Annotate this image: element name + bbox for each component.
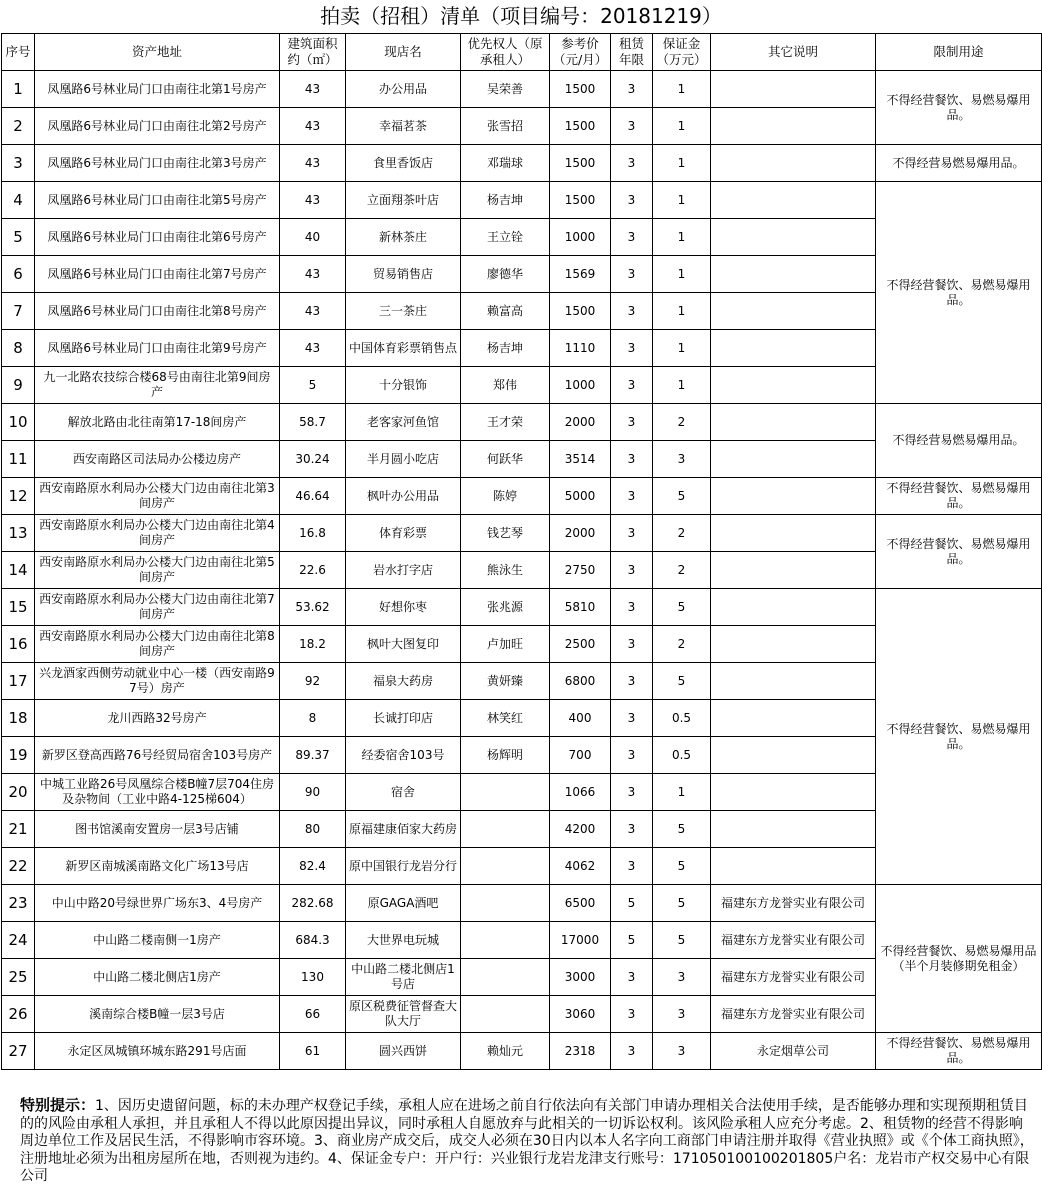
cell-price: 2318 (550, 1033, 611, 1070)
cell-years: 3 (611, 811, 653, 848)
header-priority: 优先权人（原承租人） (461, 34, 550, 71)
cell-area: 61 (280, 1033, 346, 1070)
cell-years: 3 (611, 700, 653, 737)
cell-area: 43 (280, 145, 346, 182)
cell-note (711, 219, 876, 256)
cell-note (711, 182, 876, 219)
cell-seq: 23 (2, 885, 35, 922)
cell-area: 43 (280, 330, 346, 367)
cell-price: 1110 (550, 330, 611, 367)
cell-price: 700 (550, 737, 611, 774)
cell-price: 17000 (550, 922, 611, 959)
cell-deposit: 1 (653, 108, 711, 145)
page-title: 拍卖（招租）清单（项目编号：20181219） (320, 4, 722, 28)
header-note: 其它说明 (711, 34, 876, 71)
cell-seq: 16 (2, 626, 35, 663)
cell-deposit: 3 (653, 1033, 711, 1070)
cell-restriction: 不得经营易燃易爆用品。 (876, 404, 1042, 478)
cell-shop: 新林茶庄 (346, 219, 461, 256)
cell-seq: 27 (2, 1033, 35, 1070)
cell-deposit: 1 (653, 367, 711, 404)
cell-seq: 10 (2, 404, 35, 441)
cell-note (711, 589, 876, 626)
cell-shop: 中山路二楼北侧店1号店 (346, 959, 461, 996)
table-row (2, 515, 1042, 552)
cell-seq: 2 (2, 108, 35, 145)
cell-priority: 郑伟 (461, 367, 550, 404)
cell-priority (461, 959, 550, 996)
cell-area: 684.3 (280, 922, 346, 959)
cell-deposit: 3 (653, 441, 711, 478)
cell-note (711, 811, 876, 848)
cell-shop: 幸福茗茶 (346, 108, 461, 145)
cell-seq: 20 (2, 774, 35, 811)
cell-deposit: 5 (653, 922, 711, 959)
cell-address: 凤凰路6号林业局门口由南往北第2号房产 (35, 108, 280, 145)
cell-area: 43 (280, 71, 346, 108)
cell-address: 西安南路原水利局办公楼大门边由南往北第8间房产 (35, 626, 280, 663)
cell-area: 43 (280, 108, 346, 145)
cell-seq: 11 (2, 441, 35, 478)
cell-price: 6500 (550, 885, 611, 922)
header-price: 参考价（元/月） (550, 34, 611, 71)
cell-seq: 21 (2, 811, 35, 848)
cell-price: 1000 (550, 367, 611, 404)
cell-price: 2000 (550, 404, 611, 441)
cell-years: 3 (611, 1033, 653, 1070)
cell-years: 3 (611, 108, 653, 145)
cell-priority (461, 848, 550, 885)
cell-shop: 好想你枣 (346, 589, 461, 626)
cell-shop: 三一茶庄 (346, 293, 461, 330)
cell-deposit: 5 (653, 478, 711, 515)
cell-restriction: 不得经营易燃易爆用品。 (876, 145, 1042, 182)
cell-years: 3 (611, 256, 653, 293)
special-notes (20, 1097, 1035, 1186)
cell-area: 89.37 (280, 737, 346, 774)
cell-area: 80 (280, 811, 346, 848)
cell-note (711, 256, 876, 293)
cell-address: 中山中路20号绿世界广场东3、4号房产 (35, 885, 280, 922)
cell-price: 5000 (550, 478, 611, 515)
cell-priority: 赖富高 (461, 293, 550, 330)
cell-address: 凤凰路6号林业局门口由南往北第3号房产 (35, 145, 280, 182)
cell-seq: 24 (2, 922, 35, 959)
cell-address: 凤凰路6号林业局门口由南往北第7号房产 (35, 256, 280, 293)
cell-address: 永定区凤城镇环城东路291号店面 (35, 1033, 280, 1070)
cell-note (711, 515, 876, 552)
cell-shop: 十分银饰 (346, 367, 461, 404)
cell-deposit: 1 (653, 182, 711, 219)
header-shop: 现店名 (346, 34, 461, 71)
cell-restriction: 不得经营餐饮、易燃易爆用品。 (876, 71, 1042, 145)
cell-address: 溪南综合楼B幢一层3号店 (35, 996, 280, 1033)
cell-priority: 张雪招 (461, 108, 550, 145)
cell-area: 46.64 (280, 478, 346, 515)
cell-address: 凤凰路6号林业局门口由南往北第9号房产 (35, 330, 280, 367)
cell-shop: 原福建康佰家大药房 (346, 811, 461, 848)
cell-note: 福建东方龙誉实业有限公司 (711, 996, 876, 1033)
cell-years: 3 (611, 404, 653, 441)
cell-area: 8 (280, 700, 346, 737)
cell-seq: 4 (2, 182, 35, 219)
cell-note (711, 663, 876, 700)
cell-restriction: 不得经营餐饮、易燃易爆用品（半个月装修期免租金） (876, 885, 1042, 1033)
cell-note (711, 552, 876, 589)
cell-seq: 19 (2, 737, 35, 774)
cell-shop: 半月圆小吃店 (346, 441, 461, 478)
cell-years: 5 (611, 885, 653, 922)
cell-price: 1500 (550, 293, 611, 330)
cell-note (711, 71, 876, 108)
cell-area: 82.4 (280, 848, 346, 885)
cell-area: 53.62 (280, 589, 346, 626)
cell-deposit: 2 (653, 552, 711, 589)
cell-shop: 福泉大药房 (346, 663, 461, 700)
cell-years: 3 (611, 145, 653, 182)
cell-deposit: 1 (653, 330, 711, 367)
cell-shop: 老客家河鱼馆 (346, 404, 461, 441)
cell-years: 3 (611, 663, 653, 700)
table-header-row (2, 34, 1042, 71)
cell-deposit: 3 (653, 996, 711, 1033)
cell-priority: 张兆源 (461, 589, 550, 626)
cell-price: 1500 (550, 108, 611, 145)
header-seq: 序号 (2, 34, 35, 71)
cell-priority: 杨吉坤 (461, 330, 550, 367)
cell-priority: 王才荣 (461, 404, 550, 441)
cell-deposit: 1 (653, 774, 711, 811)
cell-deposit: 1 (653, 293, 711, 330)
table-row (2, 885, 1042, 922)
cell-price: 6800 (550, 663, 611, 700)
cell-priority: 廖德华 (461, 256, 550, 293)
cell-area: 16.8 (280, 515, 346, 552)
cell-deposit: 1 (653, 145, 711, 182)
cell-priority: 卢加旺 (461, 626, 550, 663)
cell-deposit: 0.5 (653, 737, 711, 774)
cell-years: 3 (611, 182, 653, 219)
cell-seq: 14 (2, 552, 35, 589)
notes-lead: 特别提示： (20, 1096, 96, 1114)
cell-area: 58.7 (280, 404, 346, 441)
cell-note: 福建东方龙誉实业有限公司 (711, 959, 876, 996)
cell-deposit: 1 (653, 71, 711, 108)
cell-priority: 陈婷 (461, 478, 550, 515)
cell-address: 西安南路原水利局办公楼大门边由南往北第7间房产 (35, 589, 280, 626)
cell-years: 3 (611, 515, 653, 552)
cell-deposit: 5 (653, 663, 711, 700)
cell-years: 3 (611, 589, 653, 626)
table-body (2, 71, 1042, 1070)
cell-note (711, 774, 876, 811)
cell-shop: 大世界电玩城 (346, 922, 461, 959)
cell-shop: 原GAGA酒吧 (346, 885, 461, 922)
cell-note (711, 404, 876, 441)
cell-shop: 贸易销售店 (346, 256, 461, 293)
cell-shop: 宿舍 (346, 774, 461, 811)
cell-deposit: 1 (653, 219, 711, 256)
cell-years: 3 (611, 959, 653, 996)
table-row (2, 182, 1042, 219)
cell-area: 43 (280, 182, 346, 219)
header-restriction: 限制用途 (876, 34, 1042, 71)
table-row (2, 71, 1042, 108)
cell-years: 3 (611, 367, 653, 404)
cell-priority: 赖灿元 (461, 1033, 550, 1070)
table-row (2, 404, 1042, 441)
cell-note (711, 293, 876, 330)
cell-area: 92 (280, 663, 346, 700)
cell-seq: 17 (2, 663, 35, 700)
cell-seq: 22 (2, 848, 35, 885)
header-deposit: 保证金（万元） (653, 34, 711, 71)
cell-price: 3000 (550, 959, 611, 996)
cell-area: 43 (280, 293, 346, 330)
cell-shop: 体育彩票 (346, 515, 461, 552)
cell-address: 西安南路区司法局办公楼边房产 (35, 441, 280, 478)
cell-years: 3 (611, 293, 653, 330)
cell-price: 400 (550, 700, 611, 737)
cell-restriction: 不得经营餐饮、易燃易爆用品。 (876, 182, 1042, 404)
cell-price: 5810 (550, 589, 611, 626)
cell-price: 2500 (550, 626, 611, 663)
cell-years: 3 (611, 71, 653, 108)
cell-address: 新罗区南城溪南路文化广场13号店 (35, 848, 280, 885)
cell-address: 西安南路原水利局办公楼大门边由南往北第5间房产 (35, 552, 280, 589)
cell-priority: 熊泳生 (461, 552, 550, 589)
cell-priority: 黄妍臻 (461, 663, 550, 700)
cell-address: 中山路二楼南侧一1房产 (35, 922, 280, 959)
cell-note (711, 626, 876, 663)
cell-seq: 8 (2, 330, 35, 367)
cell-restriction: 不得经营餐饮、易燃易爆用品。 (876, 515, 1042, 589)
cell-years: 3 (611, 737, 653, 774)
cell-seq: 3 (2, 145, 35, 182)
cell-price: 2000 (550, 515, 611, 552)
cell-address: 中山路二楼北侧店1房产 (35, 959, 280, 996)
cell-area: 5 (280, 367, 346, 404)
cell-seq: 18 (2, 700, 35, 737)
cell-area: 22.6 (280, 552, 346, 589)
cell-years: 3 (611, 552, 653, 589)
cell-note (711, 700, 876, 737)
cell-priority: 邓瑞球 (461, 145, 550, 182)
cell-note (711, 367, 876, 404)
cell-address: 西安南路原水利局办公楼大门边由南往北第3间房产 (35, 478, 280, 515)
cell-shop: 立面翔茶叶店 (346, 182, 461, 219)
cell-note: 永定烟草公司 (711, 1033, 876, 1070)
auction-table (1, 33, 1042, 1070)
cell-seq: 12 (2, 478, 35, 515)
cell-price: 1066 (550, 774, 611, 811)
cell-area: 43 (280, 256, 346, 293)
cell-address: 西安南路原水利局办公楼大门边由南往北第4间房产 (35, 515, 280, 552)
cell-price: 1500 (550, 182, 611, 219)
cell-shop: 圆兴西饼 (346, 1033, 461, 1070)
table-row (2, 1033, 1042, 1070)
cell-note (711, 848, 876, 885)
cell-seq: 25 (2, 959, 35, 996)
cell-address: 凤凰路6号林业局门口由南往北第8号房产 (35, 293, 280, 330)
cell-area: 90 (280, 774, 346, 811)
cell-note (711, 737, 876, 774)
cell-price: 4062 (550, 848, 611, 885)
cell-price: 1000 (550, 219, 611, 256)
cell-note (711, 478, 876, 515)
cell-shop: 中国体育彩票销售点 (346, 330, 461, 367)
cell-years: 3 (611, 330, 653, 367)
cell-priority: 钱艺琴 (461, 515, 550, 552)
cell-priority: 杨辉明 (461, 737, 550, 774)
table-row (2, 589, 1042, 626)
cell-shop: 枫叶大图复印 (346, 626, 461, 663)
cell-restriction: 不得经营餐饮、易燃易爆用品。 (876, 478, 1042, 515)
cell-priority: 杨吉坤 (461, 182, 550, 219)
cell-note (711, 145, 876, 182)
cell-restriction: 不得经营餐饮、易燃易爆用品。 (876, 589, 1042, 885)
cell-note: 福建东方龙誉实业有限公司 (711, 885, 876, 922)
cell-deposit: 5 (653, 589, 711, 626)
cell-deposit: 2 (653, 515, 711, 552)
cell-years: 5 (611, 922, 653, 959)
cell-shop: 原中国银行龙岩分行 (346, 848, 461, 885)
cell-deposit: 1 (653, 256, 711, 293)
cell-seq: 1 (2, 71, 35, 108)
header-years: 租赁年限 (611, 34, 653, 71)
cell-priority: 王立铨 (461, 219, 550, 256)
cell-years: 3 (611, 774, 653, 811)
cell-area: 40 (280, 219, 346, 256)
table-row (2, 145, 1042, 182)
cell-address: 龙川西路32号房产 (35, 700, 280, 737)
cell-deposit: 5 (653, 811, 711, 848)
cell-shop: 枫叶办公用品 (346, 478, 461, 515)
cell-seq: 15 (2, 589, 35, 626)
cell-years: 3 (611, 996, 653, 1033)
cell-address: 解放北路由北往南第17-18间房产 (35, 404, 280, 441)
cell-years: 3 (611, 626, 653, 663)
cell-address: 凤凰路6号林业局门口由南往北第5号房产 (35, 182, 280, 219)
cell-price: 3514 (550, 441, 611, 478)
cell-address: 兴龙酒家西侧劳动就业中心一楼（西安南路97号）房产 (35, 663, 280, 700)
cell-area: 30.24 (280, 441, 346, 478)
cell-area: 130 (280, 959, 346, 996)
cell-seq: 13 (2, 515, 35, 552)
cell-priority: 何跃华 (461, 441, 550, 478)
table-row (2, 478, 1042, 515)
cell-restriction: 不得经营餐饮、易燃易爆用品。 (876, 1033, 1042, 1070)
cell-seq: 9 (2, 367, 35, 404)
cell-priority (461, 922, 550, 959)
cell-shop: 岩水打字店 (346, 552, 461, 589)
cell-shop: 经委宿舍103号 (346, 737, 461, 774)
notes-text: 1、因历史遗留问题，标的未办理产权登记手续，承租人应在进场之前自行依法向有关部门申请办理相关合法使用手续，是否能够办理和实现预期租赁目的的风险由承租人承担，并且承租人不得以此原因提出异议，同时承租人自愿放弃与此相关的一切诉讼权利。该风险承租人应充分考虑。2、租赁物的经营不得影响周边单位工作及居民生活，不得影响市容环境。3、商业房产成交后，成交人必须在30日内以本人名字向工商部门申请注册并取得《营业执照》或《个体工商执照》，注册地址必须为出租房屋所在地，否则视为违约。4、保证金专户：开户行：兴业银行龙岩龙津支行账号：171050100100201805户名：龙岩市产权交易中心有限公司 (20, 1098, 1034, 1184)
cell-priority (461, 885, 550, 922)
cell-area: 18.2 (280, 626, 346, 663)
cell-years: 3 (611, 441, 653, 478)
cell-deposit: 2 (653, 626, 711, 663)
cell-shop: 食里香饭店 (346, 145, 461, 182)
cell-seq: 26 (2, 996, 35, 1033)
cell-note: 福建东方龙誉实业有限公司 (711, 922, 876, 959)
cell-deposit: 5 (653, 848, 711, 885)
cell-shop: 原区税费征管督查大队大厅 (346, 996, 461, 1033)
cell-years: 3 (611, 848, 653, 885)
cell-address: 新罗区登高西路76号经贸局宿舍103号房产 (35, 737, 280, 774)
cell-price: 4200 (550, 811, 611, 848)
header-address: 资产地址 (35, 34, 280, 71)
cell-priority (461, 811, 550, 848)
cell-address: 凤凰路6号林业局门口由南往北第6号房产 (35, 219, 280, 256)
cell-priority: 林笑红 (461, 700, 550, 737)
cell-address: 凤凰路6号林业局门口由南往北第1号房产 (35, 71, 280, 108)
cell-address: 图书馆溪南安置房一层3号店铺 (35, 811, 280, 848)
cell-seq: 5 (2, 219, 35, 256)
cell-price: 1500 (550, 71, 611, 108)
cell-seq: 6 (2, 256, 35, 293)
cell-years: 3 (611, 478, 653, 515)
cell-area: 282.68 (280, 885, 346, 922)
cell-area: 66 (280, 996, 346, 1033)
cell-seq: 7 (2, 293, 35, 330)
cell-priority (461, 996, 550, 1033)
cell-price: 3060 (550, 996, 611, 1033)
cell-deposit: 3 (653, 959, 711, 996)
cell-priority: 吴荣善 (461, 71, 550, 108)
cell-price: 1569 (550, 256, 611, 293)
cell-deposit: 5 (653, 885, 711, 922)
cell-shop: 长诚打印店 (346, 700, 461, 737)
cell-deposit: 0.5 (653, 700, 711, 737)
cell-shop: 办公用品 (346, 71, 461, 108)
cell-years: 3 (611, 219, 653, 256)
cell-address: 九一北路农技综合楼68号由南往北第9间房产 (35, 367, 280, 404)
cell-priority (461, 774, 550, 811)
cell-note (711, 108, 876, 145)
cell-note (711, 441, 876, 478)
cell-price: 1500 (550, 145, 611, 182)
header-area: 建筑面积约（㎡） (280, 34, 346, 71)
cell-deposit: 2 (653, 404, 711, 441)
cell-address: 中城工业路26号凤凰综合楼B幢7层704住房及杂物间（工业中路4-125梯604） (35, 774, 280, 811)
cell-note (711, 330, 876, 367)
cell-price: 2750 (550, 552, 611, 589)
